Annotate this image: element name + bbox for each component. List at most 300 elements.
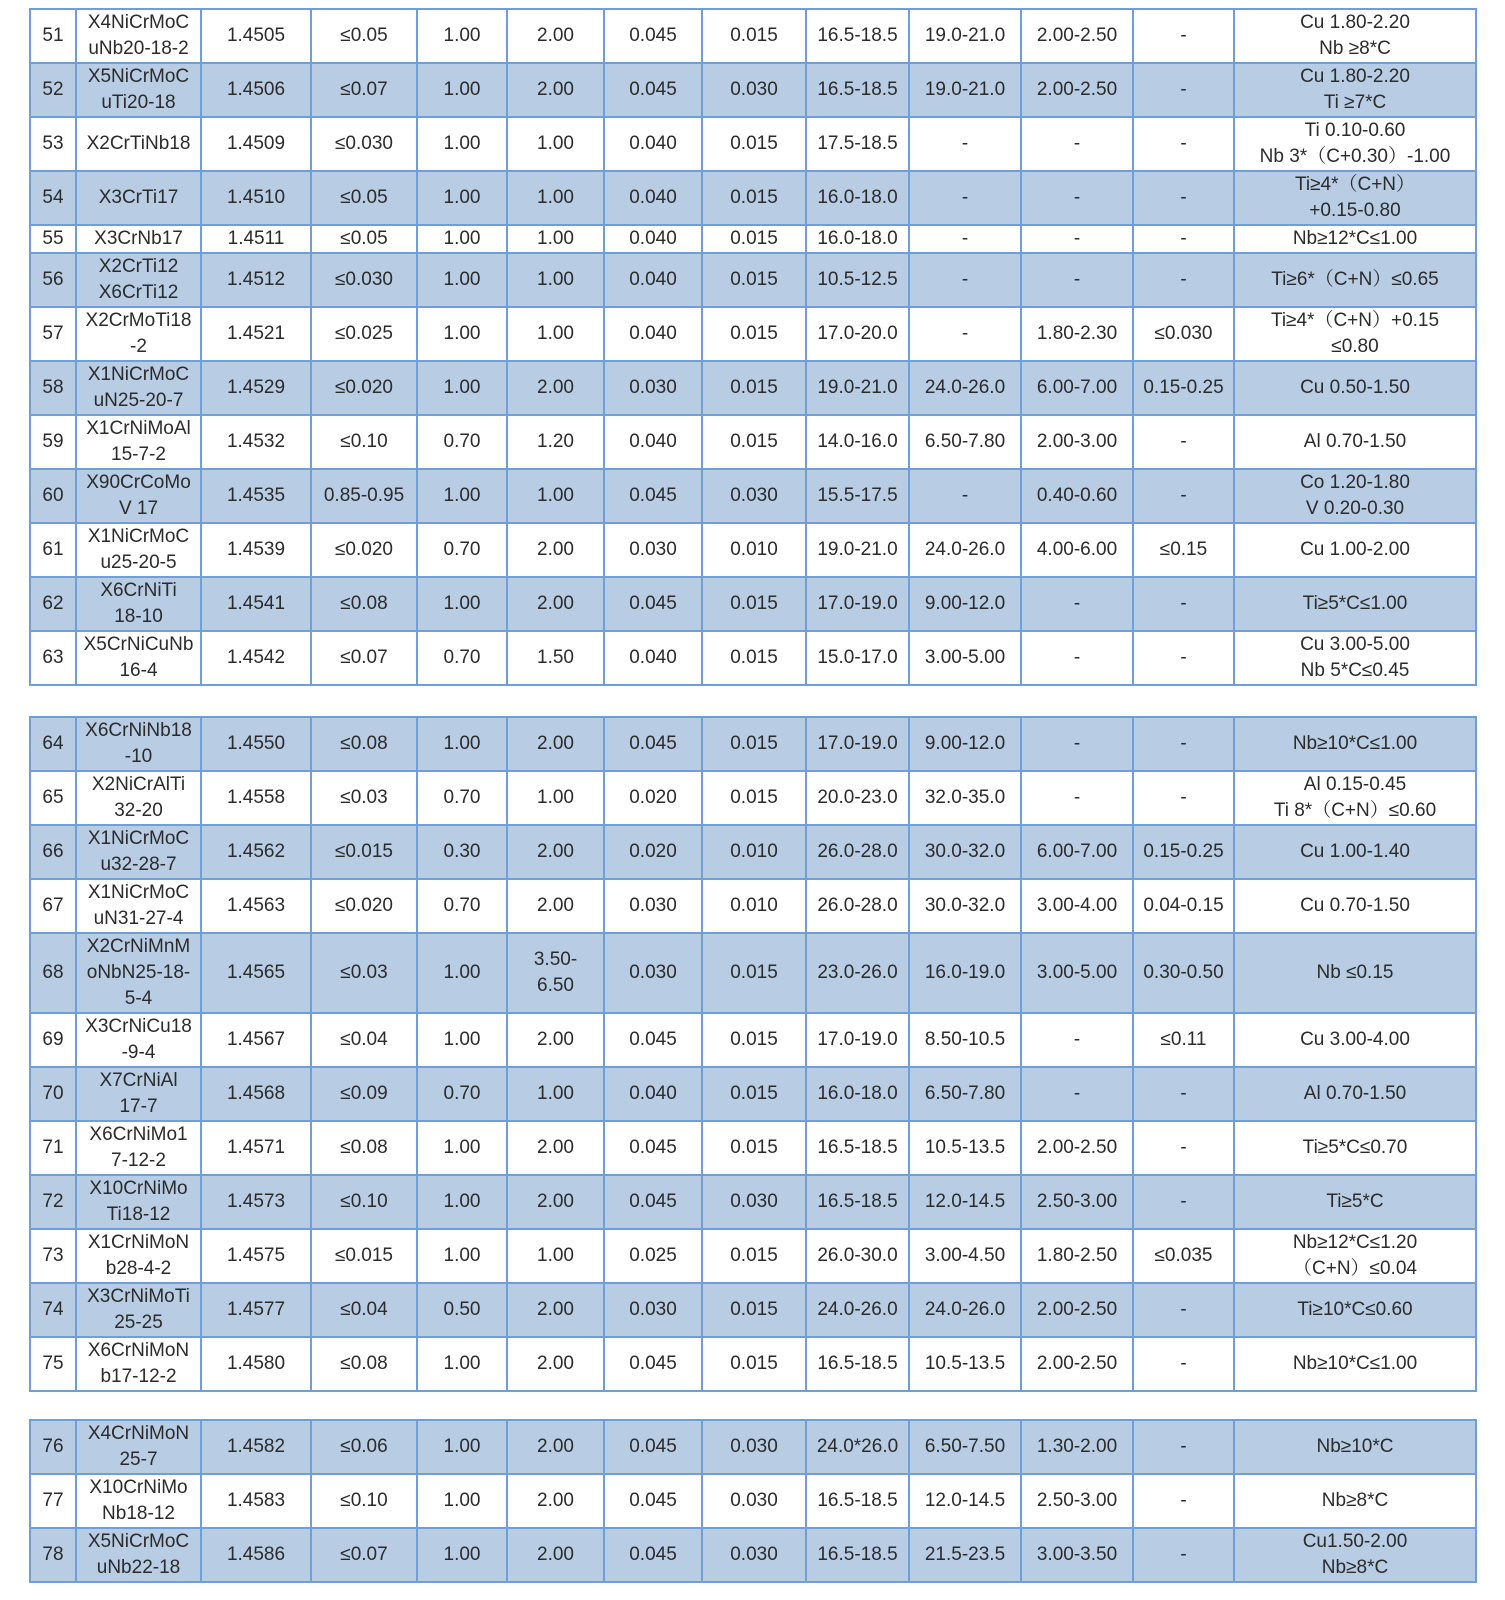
phosphorus-value: 0.045 [604, 717, 702, 771]
sulfur-value: 0.030 [702, 469, 806, 523]
carbon-value: ≤0.030 [311, 253, 417, 307]
chromium-value: 10.5-12.5 [806, 253, 909, 307]
sulfur-value: 0.010 [702, 879, 806, 933]
other-elements: Cu 1.00-2.00 [1234, 523, 1476, 577]
phosphorus-value: 0.030 [604, 1283, 702, 1337]
material-number: 1.4558 [201, 771, 311, 825]
material-number: 1.4529 [201, 361, 311, 415]
nickel-value: - [909, 225, 1021, 253]
material-number: 1.4583 [201, 1474, 311, 1528]
nickel-value: 6.50-7.80 [909, 415, 1021, 469]
nickel-value: 9.00-12.0 [909, 577, 1021, 631]
carbon-value: ≤0.025 [311, 307, 417, 361]
row-number: 55 [30, 225, 76, 253]
phosphorus-value: 0.045 [604, 469, 702, 523]
molybdenum-value: 3.00-4.00 [1021, 879, 1133, 933]
nitrogen-value: - [1133, 171, 1234, 225]
manganese-value: 1.50 [507, 631, 604, 685]
chromium-value: 15.5-17.5 [806, 469, 909, 523]
table-row [30, 523, 1476, 577]
nitrogen-value: - [1133, 771, 1234, 825]
phosphorus-value: 0.040 [604, 225, 702, 253]
molybdenum-value: 6.00-7.00 [1021, 361, 1133, 415]
material-number: 1.4586 [201, 1528, 311, 1582]
nickel-value: 19.0-21.0 [909, 9, 1021, 63]
chromium-value: 15.0-17.0 [806, 631, 909, 685]
sulfur-value: 0.015 [702, 307, 806, 361]
phosphorus-value: 0.040 [604, 117, 702, 171]
nitrogen-value: - [1133, 253, 1234, 307]
molybdenum-value: 6.00-7.00 [1021, 825, 1133, 879]
grade-name: X1NiCrMoC uN25-20-7 [76, 361, 201, 415]
phosphorus-value: 0.040 [604, 415, 702, 469]
row-number: 67 [30, 879, 76, 933]
sulfur-value: 0.015 [702, 1283, 806, 1337]
silicon-value: 1.00 [417, 1474, 507, 1528]
nitrogen-value: 0.30-0.50 [1133, 933, 1234, 1013]
manganese-value: 2.00 [507, 1283, 604, 1337]
grade-name: X6CrNiTi 18-10 [76, 577, 201, 631]
other-elements: Ti 0.10-0.60 Nb 3*（C+0.30）-1.00 [1234, 117, 1476, 171]
phosphorus-value: 0.030 [604, 933, 702, 1013]
material-number: 1.4565 [201, 933, 311, 1013]
other-elements: Al 0.70-1.50 [1234, 1067, 1476, 1121]
material-number: 1.4512 [201, 253, 311, 307]
grade-name: X3CrNiMoTi 25-25 [76, 1283, 201, 1337]
row-number: 72 [30, 1175, 76, 1229]
silicon-value: 1.00 [417, 225, 507, 253]
manganese-value: 2.00 [507, 1528, 604, 1582]
chromium-value: 17.0-20.0 [806, 307, 909, 361]
carbon-value: ≤0.06 [311, 1420, 417, 1474]
chromium-value: 17.0-19.0 [806, 1013, 909, 1067]
grade-name: X1NiCrMoC u32-28-7 [76, 825, 201, 879]
phosphorus-value: 0.040 [604, 1067, 702, 1121]
molybdenum-value: 1.80-2.30 [1021, 307, 1133, 361]
manganese-value: 1.00 [507, 771, 604, 825]
other-elements: Cu 1.00-1.40 [1234, 825, 1476, 879]
carbon-value: ≤0.030 [311, 117, 417, 171]
chromium-value: 16.0-18.0 [806, 1067, 909, 1121]
other-elements: Ti≥5*C≤1.00 [1234, 577, 1476, 631]
sulfur-value: 0.015 [702, 171, 806, 225]
row-number: 74 [30, 1283, 76, 1337]
row-number: 65 [30, 771, 76, 825]
sulfur-value: 0.010 [702, 523, 806, 577]
table-row [30, 361, 1476, 415]
chromium-value: 23.0-26.0 [806, 933, 909, 1013]
other-elements: Nb≥12*C≤1.00 [1234, 225, 1476, 253]
other-elements: Al 0.15-0.45 Ti 8*（C+N）≤0.60 [1234, 771, 1476, 825]
manganese-value: 2.00 [507, 361, 604, 415]
silicon-value: 0.70 [417, 631, 507, 685]
silicon-value: 1.00 [417, 63, 507, 117]
molybdenum-value: 3.00-3.50 [1021, 1528, 1133, 1582]
grade-name: X3CrNb17 [76, 225, 201, 253]
manganese-value: 1.00 [507, 307, 604, 361]
carbon-value: 0.85-0.95 [311, 469, 417, 523]
nickel-value: - [909, 171, 1021, 225]
material-number: 1.4550 [201, 717, 311, 771]
phosphorus-value: 0.020 [604, 771, 702, 825]
phosphorus-value: 0.045 [604, 1420, 702, 1474]
silicon-value: 1.00 [417, 1013, 507, 1067]
silicon-value: 1.00 [417, 469, 507, 523]
grade-name: X6CrNiMoN b17-12-2 [76, 1337, 201, 1391]
manganese-value: 1.00 [507, 253, 604, 307]
phosphorus-value: 0.045 [604, 1013, 702, 1067]
silicon-value: 0.70 [417, 415, 507, 469]
silicon-value: 0.70 [417, 1067, 507, 1121]
nitrogen-value: - [1133, 225, 1234, 253]
other-elements: Ti≥10*C≤0.60 [1234, 1283, 1476, 1337]
other-elements: Ti≥5*C≤0.70 [1234, 1121, 1476, 1175]
grade-name: X2CrTi12 X6CrTi12 [76, 253, 201, 307]
nickel-value: - [909, 307, 1021, 361]
sulfur-value: 0.015 [702, 1121, 806, 1175]
table-row [30, 469, 1476, 523]
grade-name: X5NiCrMoC uNb22-18 [76, 1528, 201, 1582]
molybdenum-value: 1.30-2.00 [1021, 1420, 1133, 1474]
row-number: 69 [30, 1013, 76, 1067]
sulfur-value: 0.015 [702, 1013, 806, 1067]
phosphorus-value: 0.025 [604, 1229, 702, 1283]
nitrogen-value: - [1133, 717, 1234, 771]
molybdenum-value: - [1021, 253, 1133, 307]
silicon-value: 1.00 [417, 253, 507, 307]
manganese-value: 1.00 [507, 225, 604, 253]
manganese-value: 3.50- 6.50 [507, 933, 604, 1013]
manganese-value: 2.00 [507, 577, 604, 631]
grade-name: X2NiCrAlTi 32-20 [76, 771, 201, 825]
nickel-value: 24.0-26.0 [909, 523, 1021, 577]
nitrogen-value: - [1133, 9, 1234, 63]
molybdenum-value: - [1021, 225, 1133, 253]
nitrogen-value: 0.04-0.15 [1133, 879, 1234, 933]
table-row [30, 253, 1476, 307]
carbon-value: ≤0.08 [311, 717, 417, 771]
nickel-value: 24.0-26.0 [909, 1283, 1021, 1337]
table-row [30, 1420, 1476, 1474]
nickel-value: 12.0-14.5 [909, 1175, 1021, 1229]
carbon-value: ≤0.03 [311, 933, 417, 1013]
table-row [30, 1013, 1476, 1067]
nickel-value: 12.0-14.5 [909, 1474, 1021, 1528]
nickel-value: - [909, 469, 1021, 523]
molybdenum-value: - [1021, 1013, 1133, 1067]
material-number: 1.4510 [201, 171, 311, 225]
nickel-value: 3.00-4.50 [909, 1229, 1021, 1283]
silicon-value: 1.00 [417, 117, 507, 171]
row-number: 61 [30, 523, 76, 577]
other-elements: Cu 0.70-1.50 [1234, 879, 1476, 933]
nickel-value: 6.50-7.80 [909, 1067, 1021, 1121]
nickel-value: 10.5-13.5 [909, 1337, 1021, 1391]
sulfur-value: 0.015 [702, 225, 806, 253]
phosphorus-value: 0.045 [604, 1528, 702, 1582]
nickel-value: 8.50-10.5 [909, 1013, 1021, 1067]
silicon-value: 1.00 [417, 1337, 507, 1391]
grade-name: X4NiCrMoC uNb20-18-2 [76, 9, 201, 63]
nitrogen-value: - [1133, 1121, 1234, 1175]
chromium-value: 14.0-16.0 [806, 415, 909, 469]
chromium-value: 16.5-18.5 [806, 1337, 909, 1391]
table-row [30, 577, 1476, 631]
manganese-value: 1.00 [507, 117, 604, 171]
other-elements: Cu1.50-2.00 Nb≥8*C [1234, 1528, 1476, 1582]
carbon-value: ≤0.08 [311, 577, 417, 631]
silicon-value: 1.00 [417, 577, 507, 631]
row-number: 66 [30, 825, 76, 879]
row-number: 68 [30, 933, 76, 1013]
row-number: 57 [30, 307, 76, 361]
manganese-value: 1.20 [507, 415, 604, 469]
manganese-value: 1.00 [507, 1067, 604, 1121]
material-number: 1.4532 [201, 415, 311, 469]
sulfur-value: 0.015 [702, 631, 806, 685]
grade-name: X5CrNiCuNb 16-4 [76, 631, 201, 685]
other-elements: Nb≥10*C≤1.00 [1234, 1337, 1476, 1391]
phosphorus-value: 0.045 [604, 63, 702, 117]
table-row [30, 1175, 1476, 1229]
nitrogen-value: - [1133, 577, 1234, 631]
grade-name: X4CrNiMoN 25-7 [76, 1420, 201, 1474]
sulfur-value: 0.030 [702, 1420, 806, 1474]
grade-name: X10CrNiMo Ti18-12 [76, 1175, 201, 1229]
sulfur-value: 0.015 [702, 415, 806, 469]
manganese-value: 2.00 [507, 717, 604, 771]
silicon-value: 0.30 [417, 825, 507, 879]
phosphorus-value: 0.030 [604, 523, 702, 577]
table-row [30, 631, 1476, 685]
silicon-value: 1.00 [417, 1175, 507, 1229]
other-elements: Ti≥4*（C+N）+0.15 ≤0.80 [1234, 307, 1476, 361]
nitrogen-value: - [1133, 1175, 1234, 1229]
carbon-value: ≤0.10 [311, 1175, 417, 1229]
phosphorus-value: 0.040 [604, 253, 702, 307]
molybdenum-value: - [1021, 771, 1133, 825]
nickel-value: 21.5-23.5 [909, 1528, 1021, 1582]
carbon-value: ≤0.08 [311, 1337, 417, 1391]
other-elements: Nb≥8*C [1234, 1474, 1476, 1528]
material-number: 1.4535 [201, 469, 311, 523]
silicon-value: 1.00 [417, 1229, 507, 1283]
other-elements: Cu 1.80-2.20 Nb ≥8*C [1234, 9, 1476, 63]
manganese-value: 1.00 [507, 1229, 604, 1283]
manganese-value: 2.00 [507, 63, 604, 117]
row-number: 56 [30, 253, 76, 307]
row-number: 71 [30, 1121, 76, 1175]
other-elements: Cu 3.00-5.00 Nb 5*C≤0.45 [1234, 631, 1476, 685]
row-number: 58 [30, 361, 76, 415]
chromium-value: 17.0-19.0 [806, 717, 909, 771]
table-row [30, 771, 1476, 825]
row-number: 70 [30, 1067, 76, 1121]
carbon-value: ≤0.10 [311, 1474, 417, 1528]
sulfur-value: 0.015 [702, 1067, 806, 1121]
molybdenum-value: 2.50-3.00 [1021, 1175, 1133, 1229]
row-number: 64 [30, 717, 76, 771]
manganese-value: 2.00 [507, 9, 604, 63]
material-number: 1.4541 [201, 577, 311, 631]
molybdenum-value: 1.80-2.50 [1021, 1229, 1133, 1283]
carbon-value: ≤0.09 [311, 1067, 417, 1121]
carbon-value: ≤0.04 [311, 1013, 417, 1067]
sulfur-value: 0.030 [702, 1474, 806, 1528]
phosphorus-value: 0.030 [604, 361, 702, 415]
nitrogen-value: - [1133, 1067, 1234, 1121]
table-row [30, 1528, 1476, 1582]
row-number: 78 [30, 1528, 76, 1582]
nitrogen-value: ≤0.030 [1133, 307, 1234, 361]
phosphorus-value: 0.030 [604, 879, 702, 933]
silicon-value: 0.70 [417, 879, 507, 933]
silicon-value: 1.00 [417, 1420, 507, 1474]
row-number: 60 [30, 469, 76, 523]
silicon-value: 0.70 [417, 523, 507, 577]
phosphorus-value: 0.040 [604, 307, 702, 361]
nitrogen-value: ≤0.15 [1133, 523, 1234, 577]
row-number: 52 [30, 63, 76, 117]
grade-name: X5NiCrMoC uTi20-18 [76, 63, 201, 117]
table-row [30, 9, 1476, 63]
chromium-value: 19.0-21.0 [806, 361, 909, 415]
manganese-value: 2.00 [507, 1474, 604, 1528]
carbon-value: ≤0.05 [311, 9, 417, 63]
material-number: 1.4539 [201, 523, 311, 577]
chromium-value: 16.5-18.5 [806, 9, 909, 63]
chromium-value: 16.0-18.0 [806, 171, 909, 225]
table-row [30, 63, 1476, 117]
molybdenum-value: 2.50-3.00 [1021, 1474, 1133, 1528]
manganese-value: 2.00 [507, 1337, 604, 1391]
chromium-value: 26.0-30.0 [806, 1229, 909, 1283]
sulfur-value: 0.015 [702, 9, 806, 63]
row-number: 59 [30, 415, 76, 469]
table-row [30, 933, 1476, 1013]
other-elements: Cu 3.00-4.00 [1234, 1013, 1476, 1067]
silicon-value: 0.50 [417, 1283, 507, 1337]
manganese-value: 2.00 [507, 879, 604, 933]
phosphorus-value: 0.040 [604, 171, 702, 225]
steel-table-block-1 [29, 8, 1477, 686]
carbon-value: ≤0.07 [311, 631, 417, 685]
nitrogen-value: - [1133, 1420, 1234, 1474]
nitrogen-value: ≤0.035 [1133, 1229, 1234, 1283]
nickel-value: 32.0-35.0 [909, 771, 1021, 825]
silicon-value: 1.00 [417, 307, 507, 361]
manganese-value: 2.00 [507, 1420, 604, 1474]
molybdenum-value: - [1021, 631, 1133, 685]
grade-name: X3CrTi17 [76, 171, 201, 225]
chromium-value: 16.5-18.5 [806, 1474, 909, 1528]
material-number: 1.4562 [201, 825, 311, 879]
manganese-value: 2.00 [507, 1121, 604, 1175]
nitrogen-value: - [1133, 415, 1234, 469]
phosphorus-value: 0.045 [604, 1175, 702, 1229]
grade-name: X6CrNiNb18 -10 [76, 717, 201, 771]
row-number: 51 [30, 9, 76, 63]
table-row [30, 825, 1476, 879]
manganese-value: 2.00 [507, 1013, 604, 1067]
other-elements: Nb ≤0.15 [1234, 933, 1476, 1013]
row-number: 53 [30, 117, 76, 171]
table-row [30, 879, 1476, 933]
table-row [30, 1229, 1476, 1283]
chromium-value: 26.0-28.0 [806, 879, 909, 933]
nickel-value: 30.0-32.0 [909, 879, 1021, 933]
molybdenum-value: 2.00-2.50 [1021, 1121, 1133, 1175]
sulfur-value: 0.015 [702, 253, 806, 307]
chromium-value: 16.0-18.0 [806, 225, 909, 253]
phosphorus-value: 0.045 [604, 1337, 702, 1391]
phosphorus-value: 0.045 [604, 577, 702, 631]
table-row [30, 307, 1476, 361]
material-number: 1.4571 [201, 1121, 311, 1175]
table-row [30, 1283, 1476, 1337]
molybdenum-value: 2.00-2.50 [1021, 9, 1133, 63]
molybdenum-value: 2.00-3.00 [1021, 415, 1133, 469]
chromium-value: 20.0-23.0 [806, 771, 909, 825]
silicon-value: 1.00 [417, 1121, 507, 1175]
row-number: 63 [30, 631, 76, 685]
nitrogen-value: - [1133, 1474, 1234, 1528]
silicon-value: 1.00 [417, 361, 507, 415]
sulfur-value: 0.015 [702, 1229, 806, 1283]
other-elements: Co 1.20-1.80 V 0.20-0.30 [1234, 469, 1476, 523]
molybdenum-value: - [1021, 171, 1133, 225]
steel-table-block-2 [29, 716, 1477, 1392]
grade-name: X10CrNiMo Nb18-12 [76, 1474, 201, 1528]
material-number: 1.4573 [201, 1175, 311, 1229]
carbon-value: ≤0.08 [311, 1121, 417, 1175]
table-row [30, 717, 1476, 771]
material-number: 1.4563 [201, 879, 311, 933]
silicon-value: 1.00 [417, 933, 507, 1013]
phosphorus-value: 0.045 [604, 1121, 702, 1175]
molybdenum-value: - [1021, 1067, 1133, 1121]
table-row [30, 415, 1476, 469]
table-row [30, 1337, 1476, 1391]
grade-name: X6CrNiMo1 7-12-2 [76, 1121, 201, 1175]
nitrogen-value: - [1133, 1337, 1234, 1391]
other-elements: Nb≥10*C [1234, 1420, 1476, 1474]
chromium-value: 26.0-28.0 [806, 825, 909, 879]
row-number: 54 [30, 171, 76, 225]
nitrogen-value: - [1133, 117, 1234, 171]
sulfur-value: 0.015 [702, 1337, 806, 1391]
row-number: 76 [30, 1420, 76, 1474]
carbon-value: ≤0.020 [311, 879, 417, 933]
material-number: 1.4506 [201, 63, 311, 117]
chromium-value: 17.5-18.5 [806, 117, 909, 171]
sulfur-value: 0.030 [702, 1528, 806, 1582]
nitrogen-value: ≤0.11 [1133, 1013, 1234, 1067]
chromium-value: 17.0-19.0 [806, 577, 909, 631]
grade-name: X1NiCrMoC uN31-27-4 [76, 879, 201, 933]
nickel-value: - [909, 117, 1021, 171]
manganese-value: 2.00 [507, 825, 604, 879]
material-number: 1.4521 [201, 307, 311, 361]
nickel-value: 24.0-26.0 [909, 361, 1021, 415]
table-row [30, 1474, 1476, 1528]
chromium-value: 24.0*26.0 [806, 1420, 909, 1474]
table-row [30, 225, 1476, 253]
steel-table-block-3 [29, 1419, 1477, 1583]
phosphorus-value: 0.040 [604, 631, 702, 685]
nitrogen-value: - [1133, 631, 1234, 685]
material-number: 1.4568 [201, 1067, 311, 1121]
